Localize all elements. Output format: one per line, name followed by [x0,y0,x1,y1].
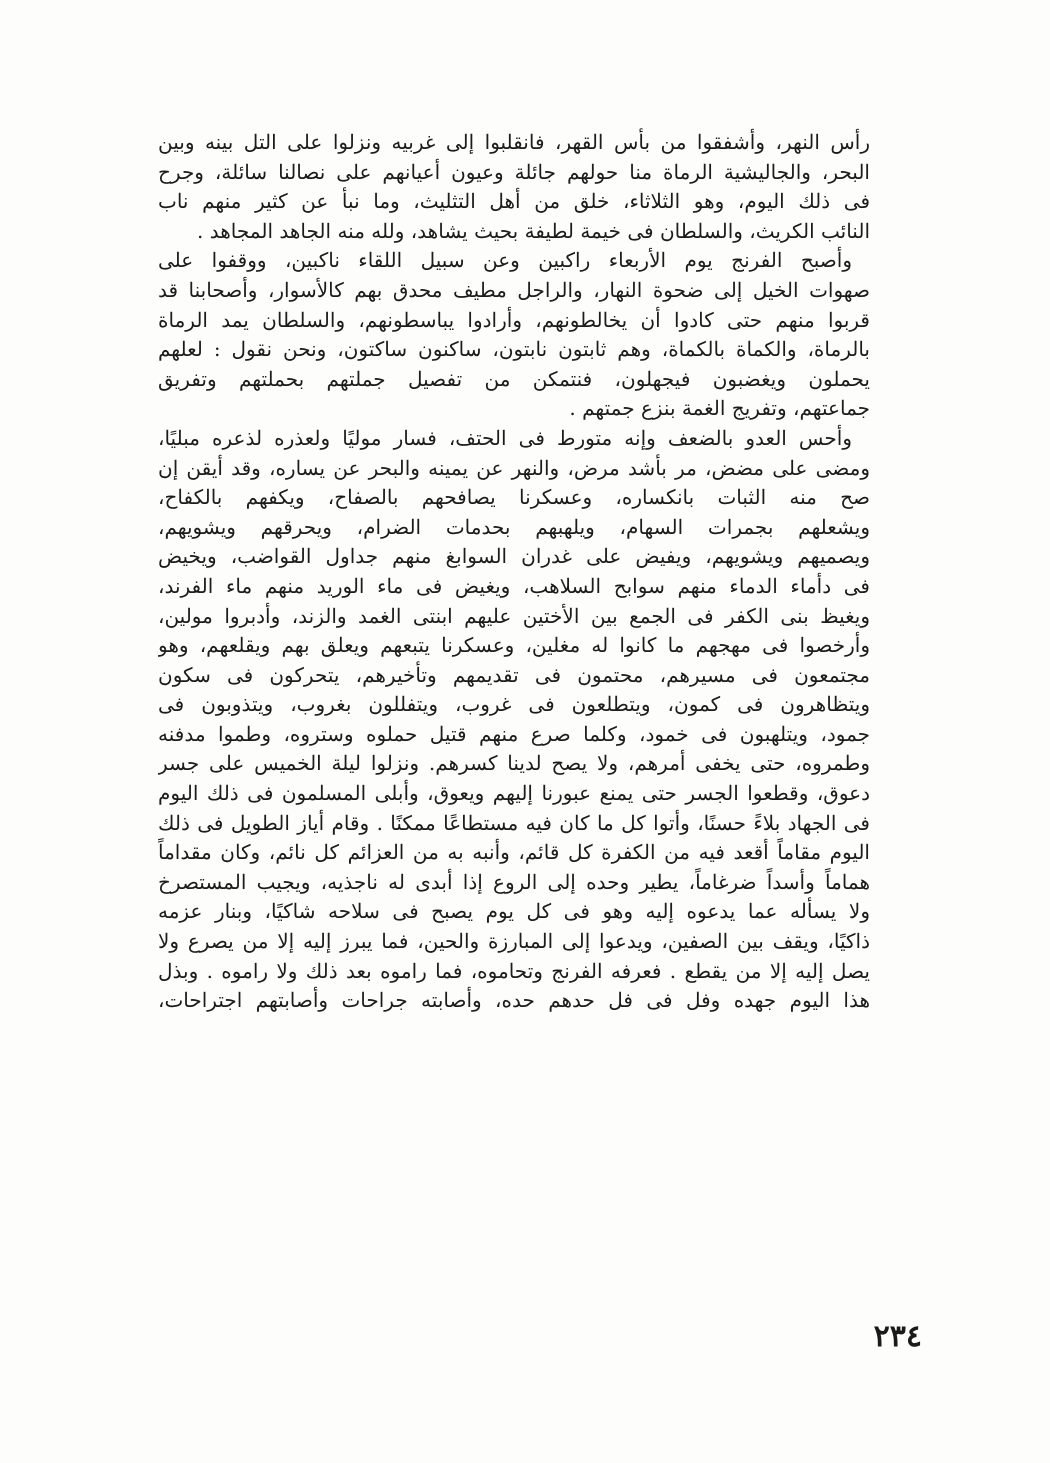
text-line: النائب الكريث، والسلطان فى خيمة لطيفة بحيث يشاهد، ولله منه الجاهد المجاهد . [197,218,870,243]
text-line: صهوات الخيل إلى ضحوة النهار، والراجل مطيف محدق بهم كالأسوار، وأصحابنا قد [158,277,870,302]
body-text [158,128,870,1016]
text-line: ذاكيًا، ويقف بين الصفين، ويدعوا إلى المبارزة والحين، فما يبرز إليه إلا من يصرع ولا [158,929,870,954]
text-line: هماماً وأسداً ضرغاماً، يطير وحده إلى الروع إذا أبدى له ناجذيه، ويجيب المستصرخ [158,869,870,894]
text-line: وأصبح الفرنج يوم الأربعاء راكبين وعن سبيل اللقاء ناكبين، ووقفوا على [158,248,852,273]
text-line: ويشعلهم بجمرات السهام، ويلهبهم بحدمات الضرام، ويحرقهم ويشويهم، [158,514,870,539]
text-line: وأرخصوا فى مهجهم ما كانوا له مغلين، وعسكرنا يتبعهم ويعلق بهم ويقلعهم، وهو [158,633,870,658]
text-line: فى ذلك اليوم، وهو الثلاثاء، خلق من أهل التثليث، وما نبأ عن كثير منهم ناب [158,189,870,214]
text-line: رأس النهر، وأشفقوا من بأس القهر، فانقلبوا إلى غربيه ونزلوا على التل بينه وبين [158,130,870,154]
text-line: قربوا منهم حتى كادوا أن يخالطونهم، وأرادوا يباسطونهم، والسلطان يمد الرماة [158,307,870,332]
text-line: وأحس العدو بالضعف وإنه متورط فى الحتف، فسار موليًا ولعذره لذعره مبليًا، [158,425,852,450]
text-line: ومضى على مضض، مر بأشد مرض، والنهر عن يمينه والبحر عن يساره، وقد أيقن إن [158,455,870,480]
text-line: يصل إليه إلا من يقطع . فعرفه الفرنج وتحاموه، فما راموه بعد ذلك ولا راموه . وبذل [158,958,870,983]
text-line: يحملون ويغضبون فيجهلون، فنتمكن من تفصيل جملتهم بحملتهم وتفريق [158,366,870,391]
text-line: البحر، والجاليشية الرماة منا حولهم جائلة وعيون أعيانهم على نصالنا سائلة، وجرح [158,159,870,184]
text-line: وطمروه، حتى يخفى أمرهم، ولا يصح لدينا كسرهم. ونزلوا ليلة الخميس على جسر [158,751,870,776]
text-line: صح منه الثبات بانكساره، وعسكرنا يصافحهم بالصفاح، ويكفهم بالكفاح، [158,485,870,510]
text-line: ويغيظ بنى الكفر فى الجمع بين الأختين عليهم ابنتى الغمد والزند، وأدبروا مولين، [158,603,870,628]
text-line: فى الجهاد بلاءً حسنًا، وأتوا كل ما كان فيه مستطاعًا ممكنًا . وقام أياز الطويل فى ذلك [158,810,870,835]
text-line: جمود، ويتلهبون فى خمود، وكلما صرع منهم قتيل حملوه وستروه، وطموا مدفنه [158,721,870,746]
text-line: بالرماة، والكماة بالكماة، وهم ثابتون نابتون، ساكنون ساكتون، ونحن نقول : لعلهم [158,337,870,362]
text-line: مجتمعون فى مسيرهم، محتمون فى تقديمهم وتأخيرهم، يتحركون فى سكون [158,662,870,687]
text-line: دعوق، وقطعوا الجسر حتى يمنع عبورنا إليهم ويعوق، وأبلى المسلمون فى ذلك اليوم [158,781,870,806]
text-line: ويصميهم ويشويهم، ويفيض على غدران السوابغ منهم جداول القواضب، ويخيض [158,544,870,569]
text-line: اليوم مقاماً أقعد فيه من الكفرة كل قائم، وأنبه به من العزائم كل نائم، وكان مقداماً [158,840,870,865]
page-number: ٢٣٤ [873,1319,922,1354]
text-line: هذا اليوم جهده وفل فى فل حدهم حده، وأصابته جراحات وأصابتهم اجتراحات، [158,988,870,1013]
text-line: ولا يسأله عما يدعوه إليه وهو فى كل يوم يصبح فى سلاحه شاكيًا، وبنار عزمه [158,899,870,924]
text-line: جماعتهم، وتفريج الغمة بنزع جمتهم . [569,396,870,421]
text-line: فى دأماء الدماء منهم سوابح السلاهب، ويغيض فى ماء الوريد منهم ماء الفرند، [158,573,870,598]
text-line: ويتظاهرون فى كمون، ويتطلعون فى غروب، ويتفللون بغروب، ويتذوبون فى [158,692,870,717]
